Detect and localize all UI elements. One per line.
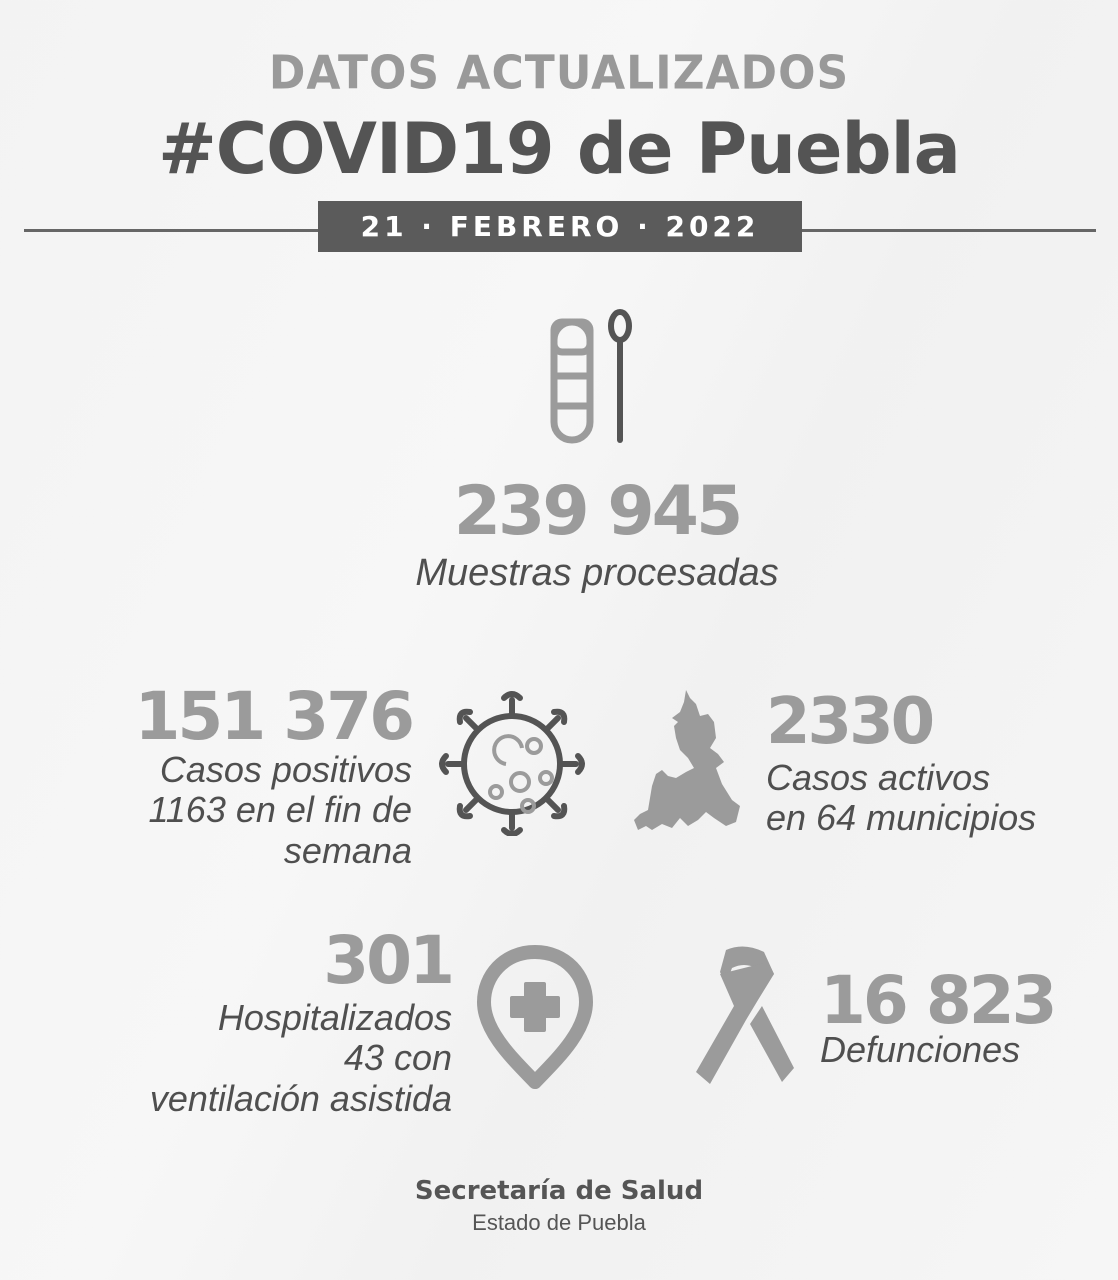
footer-region: Estado de Puebla [472, 1210, 646, 1235]
positive-value: 151 376 [134, 678, 412, 755]
hospitalized-value: 301 [323, 922, 452, 999]
deaths-value: 16 823 [820, 962, 1055, 1039]
page-title: #COVID19 de Puebla [158, 108, 960, 190]
active-value: 2330 [766, 685, 933, 759]
date-text: 21 · FEBRERO · 2022 [360, 210, 760, 243]
hospitalized-label [60, 998, 452, 1119]
virus-icon [436, 686, 588, 836]
positive-label-line-2: 1163 en el fin de [148, 789, 412, 831]
puebla-map-icon [628, 688, 756, 838]
active-label [766, 758, 1036, 839]
hospitalized-label-line-2: 43 con [343, 1037, 452, 1079]
kicker-title: DATOS ACTUALIZADOS [268, 46, 850, 101]
divider-left [24, 229, 320, 232]
date-badge [318, 201, 802, 252]
hospital-pin-icon [474, 944, 596, 1092]
positive-label-line-1: Casos positivos [159, 749, 412, 790]
hospitalized-label-line-3: ventilación asistida [149, 1077, 452, 1119]
test-tube-swab-icon [540, 308, 650, 448]
active-label-line-1: Casos activos [766, 757, 991, 798]
hospitalized-label-line-1: Hospitalizados [217, 997, 452, 1038]
positive-label-line-3: semana [283, 829, 412, 871]
divider-right [800, 229, 1096, 232]
ribbon-icon [690, 944, 796, 1090]
samples-label: Muestras procesadas [415, 552, 779, 594]
active-label-line-2: en 64 municipios [766, 797, 1037, 839]
samples-value: 239 945 [453, 472, 741, 551]
positive-label [60, 750, 412, 871]
footer-org: Secretaría de Salud [414, 1176, 704, 1206]
deaths-label: Defunciones [820, 1029, 1021, 1070]
